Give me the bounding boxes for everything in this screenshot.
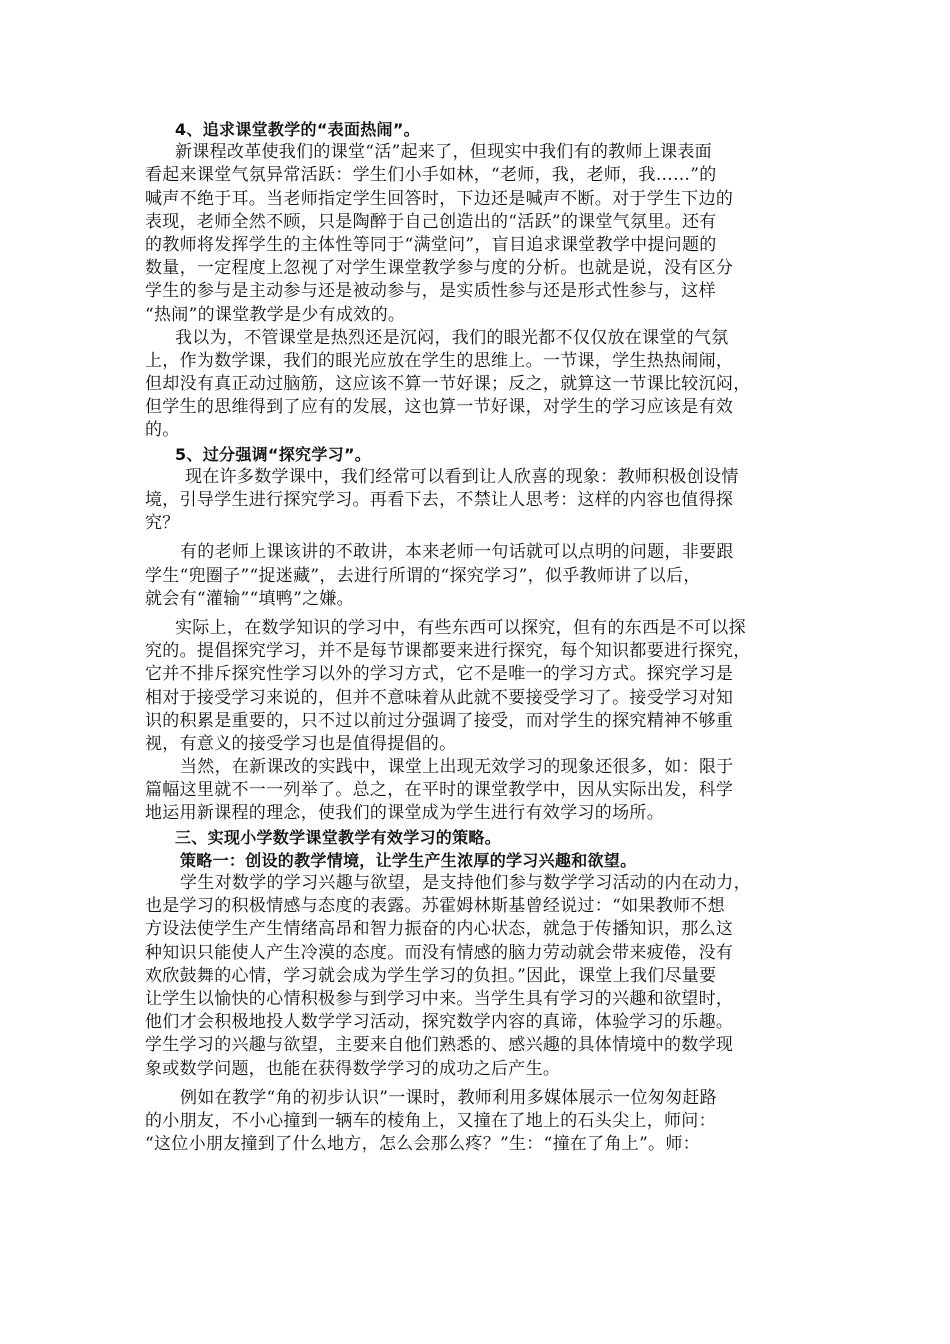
paragraph-line: 新课程改革使我们的课堂“活”起来了，但现实中我们有的教师上课表面 [175, 142, 712, 163]
section-heading-3: 三、实现小学数学课堂教学有效学习的策略。 [175, 827, 502, 847]
section-heading-5: 5、过分强调“探究学习”。 [175, 444, 372, 464]
paragraph-line: 学生的参与是主动参与还是被动参与，是实质性参与还是形式性参与，这样 [145, 281, 716, 302]
paragraph-line: 相对于接受学习来说的，但并不意味着从此就不要接受学习了。接受学习对知 [145, 687, 734, 708]
paragraph-line: 学生学习的兴趣与欲望，主要来自他们熟悉的、感兴趣的具体情境中的数学现 [145, 1035, 734, 1056]
paragraph-line: 数量，一定程度上忽视了对学生课堂教学参与度的分析。也就是说，没有区分 [145, 258, 734, 279]
strategy-heading: 策略一：创设的教学情境，让学生产生浓厚的学习兴趣和欲望。 [180, 850, 637, 870]
paragraph-line: 但学生的思维得到了应有的发展，这也算一节好课，对学生的学习应该是有效 [145, 397, 734, 418]
paragraph-line: 但却没有真正动过脑筋，这应该不算一节好课；反之，就算这一节课比较沉闷， [145, 374, 751, 395]
paragraph-line: “这位小朋友撞到了什么地方，怎么会那么疼？”生：“撞在了角上”。师： [145, 1134, 700, 1155]
paragraph-line: 当然，在新课改的实践中，课堂上出现无效学习的现象还很多，如：限于 [180, 757, 734, 778]
paragraph-line: 学生“兜圈子”“捉迷藏”，去进行所谓的“探究学习”，似乎教师讲了以后， [145, 565, 701, 586]
paragraph-line: 象或数学问题，也能在获得数学学习的成功之后产生。 [145, 1058, 561, 1079]
paragraph-line: 我以为，不管课堂是热烈还是沉闷，我们的眼光都不仅仅放在课堂的气氛 [175, 327, 729, 348]
paragraph-line: 看起来课堂气氛异常活跃：学生们小手如林，“老师，我，老师，我……”的 [145, 165, 717, 186]
paragraph-line: 的小朋友，不小心撞到一辆车的棱角上，又撞在了地上的石头尖上，师问： [145, 1110, 716, 1131]
paragraph-line: 现在许多数学课中，我们经常可以看到让人欣喜的现象：教师积极创设情 [185, 466, 739, 487]
paragraph-line: 也是学习的积极情感与态度的表露。苏霍姆林斯基曾经说过：“如果教师不想 [145, 896, 725, 917]
paragraph-line: 他们才会积极地投人数学学习活动，探究数学内容的真谛，体验学习的乐趣。 [145, 1012, 734, 1033]
document-page [145, 118, 820, 1156]
paragraph-line: 就会有“灌输”“填鸭”之嫌。 [145, 588, 354, 609]
paragraph-line: 种知识只能使人产生冷漠的态度。而没有情感的脑力劳动就会带来疲倦，没有 [145, 942, 734, 963]
paragraph-line: 境，引导学生进行探究学习。再看下去，不禁让人思考：这样的内容也值得探 [145, 490, 734, 510]
paragraph-line: 地运用新课程的理念，使我们的课堂成为学生进行有效学习的场所。 [145, 803, 664, 824]
paragraph-line: 的。 [145, 420, 180, 441]
paragraph-line: 学生对数学的学习兴趣与欲望，是支持他们参与数学学习活动的内在动力， [180, 873, 751, 893]
paragraph-line: 识的积累是重要的，只不过以前过分强调了接受，而对学生的探究精神不够重 [145, 710, 734, 731]
paragraph-line: 究的。提倡探究学习，并不是每节课都要来进行探究，每个知识都要进行探究， [145, 641, 751, 662]
paragraph-line: 有的老师上课该讲的不敢讲，本来老师一句话就可以点明的问题，非要跟 [180, 542, 734, 563]
paragraph-line: 喊声不绝于耳。当老师指定学生回答时，下边还是喊声不断。对于学生下边的 [145, 188, 734, 209]
paragraph-line: 究？ [145, 513, 180, 534]
paragraph-line: 篇幅这里就不一一列举了。总之，在平时的课堂教学中，因从实际出发，科学 [145, 780, 734, 801]
paragraph-line: 视，有意义的接受学习也是值得提倡的。 [145, 733, 457, 754]
paragraph-line: 方设法使学生产生情绪高昂和智力振奋的内心状态，就急于传播知识，那么这 [145, 919, 734, 940]
paragraph-line: 的教师将发挥学生的主体性等同于“满堂问”，盲目追求课堂教学中提问题的 [145, 234, 717, 255]
paragraph-line: 它并不排斥探究性学习以外的学习方式，它不是唯一的学习方式。探究学习是 [145, 664, 734, 685]
paragraph-line: 例如在教学“角的初步认识”一课时，教师利用多媒体展示一位匆匆赶路 [180, 1087, 717, 1108]
paragraph-line: 实际上，在数学知识的学习中，有些东西可以探究，但有的东西是不可以探 [175, 617, 746, 638]
section-heading-4: 4、追求课堂教学的“表面热闹”。 [175, 120, 420, 139]
paragraph-line: 欢欣鼓舞的心情，学习就会成为学生学习的负担。”因此，课堂上我们尽量要 [145, 965, 717, 986]
paragraph-line: 上，作为数学课，我们的眼光应放在学生的思维上。一节课，学生热热闹闹， [145, 350, 734, 371]
paragraph-line: 表现，老师全然不顾，只是陶醉于自己创造出的“活跃”的课堂气氛里。还有 [145, 211, 717, 232]
paragraph-line: 让学生以愉快的心情积极参与到学习中来。当学生具有学习的兴趣和欲望时， [145, 988, 734, 1009]
paragraph-line: “热闹”的课堂教学是少有成效的。 [145, 304, 406, 325]
